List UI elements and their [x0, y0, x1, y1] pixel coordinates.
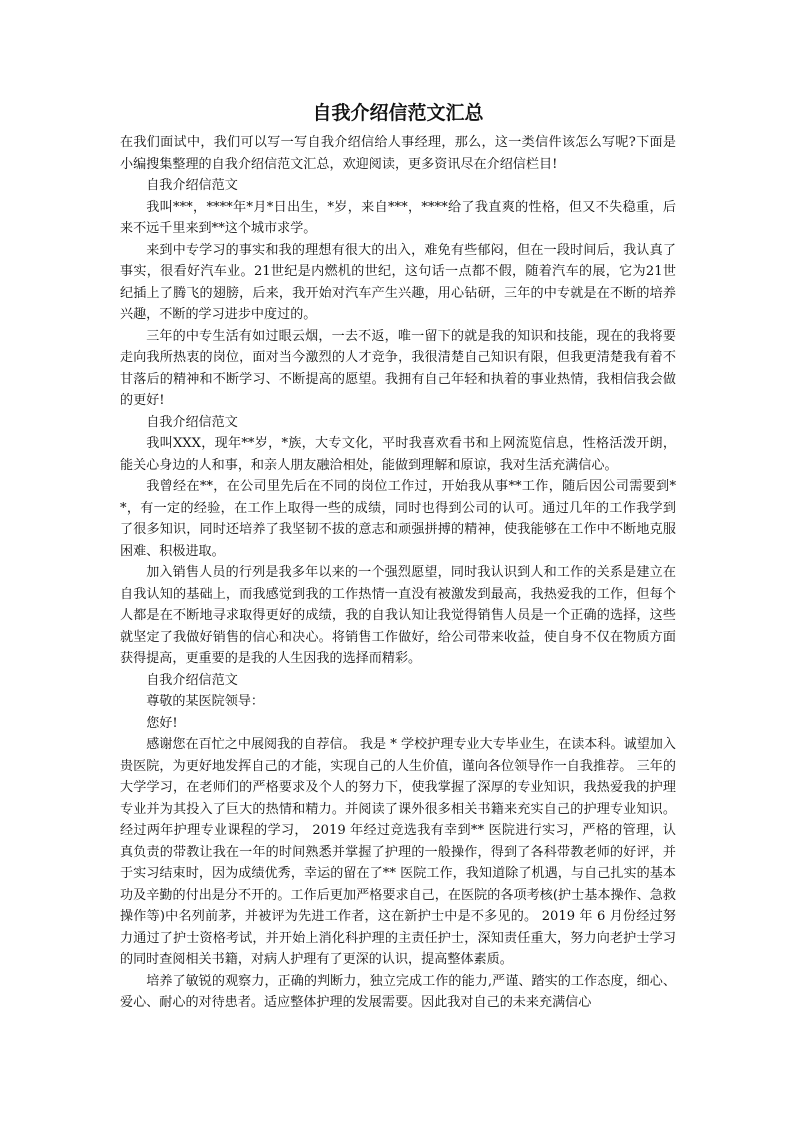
- document-body: [120, 132, 676, 1014]
- document-title: 自我介绍信范文汇总: [312, 102, 484, 124]
- section-heading: 自我介绍信范文: [146, 178, 238, 193]
- paragraph: 我叫XXX，现年**岁，*族，大专文化，平时我喜欢看书和上网流览信息，性格活泼开朗，能关心身边的人和事，和亲人朋友融洽相处，能做到理解和原谅，我对生活充满信心。: [120, 436, 676, 473]
- paragraph: 您好!: [146, 715, 178, 731]
- paragraph: 培养了敏锐的观察力，正确的判断力，独立完成工作的能力,严谨、踏实的工作态度，细心、爱心、耐心的对待患者。适应整体护理的发展需要。因此我对自己的未来充满信心: [120, 973, 676, 1010]
- paragraph: 来到中专学习的事实和我的理想有很大的出入，难免有些郁闷，但在一段时间后，我认真了事实，很看好汽车业。21世纪是内燃机的世纪，这句话一点都不假，随着汽车的展，它为21世纪插上了腾飞的翅膀，后来，我开始对汽车产生兴趣，用心钻研，三年的中专就是在不断的培养兴趣，不断的学习进步中度过的。: [120, 242, 676, 322]
- paragraph: 我曾经在**，在公司里先后在不同的岗位工作过，开始我从事**工作，随后因公司需要到**，有一定的经验，在工作上取得一些的成绩，同时也得到公司的认可。通过几年的工作我学到了很多知识，同时还培养了我坚韧不拔的意志和顽强拼搏的精神，使我能够在工作中不断地克服困难、积极进取。: [120, 479, 676, 559]
- paragraph: 尊敬的某医院领导：: [146, 694, 265, 709]
- section-heading: 自我介绍信范文: [146, 672, 238, 688]
- paragraph: 在我们面试中，我们可以写一写自我介绍信给人事经理，那么，这一类信件该怎么写呢?下面是小编搜集整理的自我介绍信范文汇总，欢迎阅读，更多资讯尽在介绍信栏目!: [120, 135, 676, 172]
- paragraph: 三年的中专生活有如过眼云烟，一去不返，唯一留下的就是我的知识和技能，现在的我将要走向我所热衷的岗位，面对当今激烈的人才竞争，我很清楚自己知识有限，但我更清楚我有着不甘落后的精神和不断学习、不断提高的愿望。我拥有自己年轻和执着的事业热情，我相信我会做的更好!: [120, 328, 676, 408]
- paragraph: 我叫***，****年*月*日出生，*岁，来自***，****给了我直爽的性格，但又不失稳重，后来不远千里来到**这个城市求学。: [120, 199, 676, 236]
- paragraph: 感谢您在百忙之中展阅我的自荐信。 我是 * 学校护理专业大专毕业生，在读本科。诚望加入贵医院，为更好地发挥自己的才能，实现自己的人生价值，谨向各位领导作一自我推荐。 三年的大学学习，在老师们的严格要求及个人的努力下，使我掌握了深厚的专业知识，我热爱我的护理专业并为其投入了巨大的热情和精力。并阅读了课外很多相关书籍来充实自己的护理专业知识。经过两年护理专业课程的学习， 2019 年经过竞选我有幸到** 医院进行实习，严格的管理，认真负责的带教让我在一年的时间熟悉并掌握了护理的一般操作，得到了各科带教老师的好评，并于实习结束时，因为成绩优秀，幸运的留在了** 医院工作，我知道除了机遇，与自己扎实的基本功及辛勤的付出是分不开的。工作后更加严格要求自己，在医院的各项考核(护士基本操作、急救操作等)中名列前茅，并被评为先进工作者，这在新护士中是不多见的。 2019 年 6 月份经过努力通过了护士资格考试，并开始上消化科护理的主责任护士，深知责任重大，努力向老护士学习的同时查阅相关书籍，对病人护理有了更深的认识，提高整体素质。: [120, 737, 676, 967]
- section-heading: 自我介绍信范文: [146, 414, 238, 430]
- paragraph: 加入销售人员的行列是我多年以来的一个强烈愿望，同时我认识到人和工作的关系是建立在自我认知的基础上，而我感觉到我的工作热情一直没有被激发到最高，我热爱我的工作，但每个人都是在不断地寻求取得更好的成绩，我的自我认知让我觉得销售人员是一个正确的选择，这些就坚定了我做好销售的信心和决心。将销售工作做好，给公司带来收益，使自身不仅在物质方面获得提高，更重要的是我的人生因我的选择而精彩。: [120, 565, 676, 666]
- document-page: [120, 100, 676, 1014]
